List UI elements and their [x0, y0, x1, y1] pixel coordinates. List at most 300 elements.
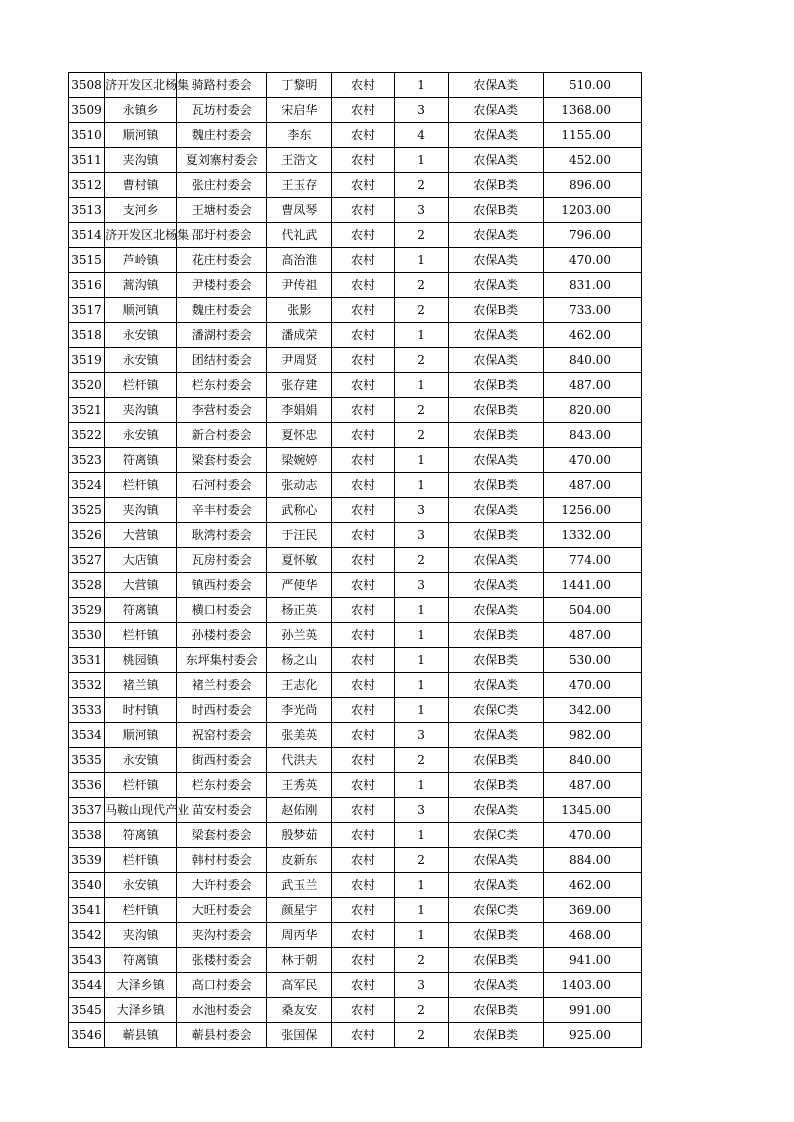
amount-cell: 1332.00	[543, 523, 641, 548]
village-cell: 梁套村委会	[177, 823, 267, 848]
household-count-cell: 1	[394, 323, 448, 348]
insurance-class-cell: 农保A类	[448, 723, 543, 748]
village-cell: 新合村委会	[177, 423, 267, 448]
residence-type-cell: 农村	[332, 473, 394, 498]
village-cell: 张楼村委会	[177, 948, 267, 973]
household-count-cell: 2	[394, 423, 448, 448]
person-name-cell: 殷梦茹	[267, 823, 332, 848]
household-count-cell: 2	[394, 748, 448, 773]
table-row	[69, 348, 642, 373]
village-cell: 王塘村委会	[177, 198, 267, 223]
amount-cell: 487.00	[543, 473, 641, 498]
table-row	[69, 823, 642, 848]
amount-cell: 1256.00	[543, 498, 641, 523]
village-cell: 邵圩村委会	[177, 223, 267, 248]
insurance-class-cell: 农保B类	[448, 298, 543, 323]
insurance-class-cell: 农保A类	[448, 798, 543, 823]
household-count-cell: 2	[394, 298, 448, 323]
person-name-cell: 张影	[267, 298, 332, 323]
person-name-cell: 张国保	[267, 1023, 332, 1048]
residence-type-cell: 农村	[332, 123, 394, 148]
village-cell: 尹楼村委会	[177, 273, 267, 298]
serial-number-cell: 3534	[69, 723, 105, 748]
amount-cell: 896.00	[543, 173, 641, 198]
town-cell: 永镇乡	[105, 98, 177, 123]
table-row	[69, 598, 642, 623]
household-count-cell: 3	[394, 498, 448, 523]
table-row	[69, 648, 642, 673]
person-name-cell: 严使华	[267, 573, 332, 598]
table-row	[69, 748, 642, 773]
household-count-cell: 1	[394, 698, 448, 723]
person-name-cell: 林于朝	[267, 948, 332, 973]
household-count-cell: 3	[394, 98, 448, 123]
table-body	[69, 73, 642, 1048]
serial-number-cell: 3528	[69, 573, 105, 598]
residence-type-cell: 农村	[332, 398, 394, 423]
serial-number-cell: 3538	[69, 823, 105, 848]
person-name-cell: 王玉存	[267, 173, 332, 198]
table-row	[69, 623, 642, 648]
village-cell: 时西村委会	[177, 698, 267, 723]
amount-cell: 884.00	[543, 848, 641, 873]
household-count-cell: 1	[394, 373, 448, 398]
person-name-cell: 曹凤琴	[267, 198, 332, 223]
residence-type-cell: 农村	[332, 423, 394, 448]
serial-number-cell: 3518	[69, 323, 105, 348]
person-name-cell: 潘成荣	[267, 323, 332, 348]
residence-type-cell: 农村	[332, 548, 394, 573]
serial-number-cell: 3517	[69, 298, 105, 323]
town-cell: 永安镇	[105, 748, 177, 773]
amount-cell: 1345.00	[543, 798, 641, 823]
household-count-cell: 2	[394, 1023, 448, 1048]
household-count-cell: 1	[394, 773, 448, 798]
amount-cell: 487.00	[543, 773, 641, 798]
serial-number-cell: 3541	[69, 898, 105, 923]
household-count-cell: 1	[394, 648, 448, 673]
town-cell: 符离镇	[105, 948, 177, 973]
insurance-class-cell: 农保B类	[448, 648, 543, 673]
insurance-class-cell: 农保A类	[448, 548, 543, 573]
serial-number-cell: 3516	[69, 273, 105, 298]
person-name-cell: 杨之山	[267, 648, 332, 673]
town-cell: 夹沟镇	[105, 923, 177, 948]
person-name-cell: 李娟娟	[267, 398, 332, 423]
village-cell: 韩村村委会	[177, 848, 267, 873]
village-cell: 骑路村委会	[177, 73, 267, 98]
residence-type-cell: 农村	[332, 723, 394, 748]
village-cell: 花庄村委会	[177, 248, 267, 273]
village-cell: 褚兰村委会	[177, 673, 267, 698]
household-count-cell: 4	[394, 123, 448, 148]
insurance-class-cell: 农保B类	[448, 1023, 543, 1048]
village-cell: 苗安村委会	[177, 798, 267, 823]
person-name-cell: 桑友安	[267, 998, 332, 1023]
town-cell: 栏杆镇	[105, 373, 177, 398]
town-cell: 栏杆镇	[105, 473, 177, 498]
insurance-class-cell: 农保C类	[448, 823, 543, 848]
household-count-cell: 1	[394, 673, 448, 698]
table-row	[69, 148, 642, 173]
serial-number-cell: 3545	[69, 998, 105, 1023]
village-cell: 街西村委会	[177, 748, 267, 773]
amount-cell: 1441.00	[543, 573, 641, 598]
town-cell: 永安镇	[105, 873, 177, 898]
household-count-cell: 3	[394, 573, 448, 598]
residence-type-cell: 农村	[332, 248, 394, 273]
table-row	[69, 1023, 642, 1048]
insurance-class-cell: 农保B类	[448, 473, 543, 498]
person-name-cell: 王志化	[267, 673, 332, 698]
insurance-class-cell: 农保B类	[448, 173, 543, 198]
residence-type-cell: 农村	[332, 948, 394, 973]
town-cell: 大泽乡镇	[105, 973, 177, 998]
town-cell: 符离镇	[105, 823, 177, 848]
household-count-cell: 3	[394, 723, 448, 748]
table-row	[69, 573, 642, 598]
amount-cell: 530.00	[543, 648, 641, 673]
residence-type-cell: 农村	[332, 373, 394, 398]
village-cell: 石河村委会	[177, 473, 267, 498]
household-count-cell: 2	[394, 948, 448, 973]
amount-cell: 831.00	[543, 273, 641, 298]
residence-type-cell: 农村	[332, 223, 394, 248]
person-name-cell: 王浩文	[267, 148, 332, 173]
person-name-cell: 宋启华	[267, 98, 332, 123]
residence-type-cell: 农村	[332, 598, 394, 623]
town-cell: 栏杆镇	[105, 623, 177, 648]
insurance-class-cell: 农保A类	[448, 323, 543, 348]
household-count-cell: 1	[394, 873, 448, 898]
serial-number-cell: 3532	[69, 673, 105, 698]
household-count-cell: 1	[394, 248, 448, 273]
amount-cell: 487.00	[543, 373, 641, 398]
amount-cell: 1403.00	[543, 973, 641, 998]
serial-number-cell: 3509	[69, 98, 105, 123]
amount-cell: 452.00	[543, 148, 641, 173]
person-name-cell: 武称心	[267, 498, 332, 523]
serial-number-cell: 3508	[69, 73, 105, 98]
household-count-cell: 2	[394, 548, 448, 573]
residence-type-cell: 农村	[332, 348, 394, 373]
residence-type-cell: 农村	[332, 323, 394, 348]
table-row	[69, 773, 642, 798]
household-count-cell: 2	[394, 848, 448, 873]
village-cell: 潘湖村委会	[177, 323, 267, 348]
insurance-class-cell: 农保B类	[448, 373, 543, 398]
town-cell: 永安镇	[105, 323, 177, 348]
table-row	[69, 723, 642, 748]
insurance-class-cell: 农保A类	[448, 73, 543, 98]
amount-cell: 774.00	[543, 548, 641, 573]
table-row	[69, 848, 642, 873]
person-name-cell: 武玉兰	[267, 873, 332, 898]
table-row	[69, 548, 642, 573]
amount-cell: 796.00	[543, 223, 641, 248]
residence-type-cell: 农村	[332, 273, 394, 298]
serial-number-cell: 3514	[69, 223, 105, 248]
household-count-cell: 3	[394, 798, 448, 823]
serial-number-cell: 3513	[69, 198, 105, 223]
table-row	[69, 173, 642, 198]
serial-number-cell: 3520	[69, 373, 105, 398]
residence-type-cell: 农村	[332, 298, 394, 323]
person-name-cell: 丁黎明	[267, 73, 332, 98]
town-cell: 夹沟镇	[105, 398, 177, 423]
village-cell: 夹沟村委会	[177, 923, 267, 948]
household-count-cell: 2	[394, 998, 448, 1023]
serial-number-cell: 3510	[69, 123, 105, 148]
insurance-class-cell: 农保A类	[448, 598, 543, 623]
table-row	[69, 223, 642, 248]
household-count-cell: 2	[394, 348, 448, 373]
residence-type-cell: 农村	[332, 773, 394, 798]
insurance-class-cell: 农保A类	[448, 973, 543, 998]
town-cell: 大泽乡镇	[105, 998, 177, 1023]
village-cell: 大许村委会	[177, 873, 267, 898]
residence-type-cell: 农村	[332, 498, 394, 523]
insurance-class-cell: 农保B类	[448, 748, 543, 773]
person-name-cell: 夏怀敏	[267, 548, 332, 573]
household-count-cell: 3	[394, 973, 448, 998]
person-name-cell: 夏怀忠	[267, 423, 332, 448]
table-row	[69, 673, 642, 698]
amount-cell: 733.00	[543, 298, 641, 323]
household-count-cell: 1	[394, 598, 448, 623]
serial-number-cell: 3511	[69, 148, 105, 173]
table-row	[69, 798, 642, 823]
amount-cell: 470.00	[543, 248, 641, 273]
table-row	[69, 898, 642, 923]
table-row	[69, 948, 642, 973]
serial-number-cell: 3537	[69, 798, 105, 823]
serial-number-cell: 3521	[69, 398, 105, 423]
town-cell: 济开发区北杨集	[105, 73, 177, 98]
village-cell: 栏东村委会	[177, 373, 267, 398]
amount-cell: 925.00	[543, 1023, 641, 1048]
residence-type-cell: 农村	[332, 823, 394, 848]
person-name-cell: 张存建	[267, 373, 332, 398]
serial-number-cell: 3543	[69, 948, 105, 973]
village-cell: 李营村委会	[177, 398, 267, 423]
town-cell: 马鞍山现代产业	[105, 798, 177, 823]
serial-number-cell: 3535	[69, 748, 105, 773]
serial-number-cell: 3531	[69, 648, 105, 673]
residence-type-cell: 农村	[332, 898, 394, 923]
insurance-class-cell: 农保B类	[448, 623, 543, 648]
town-cell: 永安镇	[105, 423, 177, 448]
insurance-class-cell: 农保A类	[448, 248, 543, 273]
table-row	[69, 923, 642, 948]
amount-cell: 840.00	[543, 348, 641, 373]
person-name-cell: 杨正英	[267, 598, 332, 623]
table-row	[69, 248, 642, 273]
residence-type-cell: 农村	[332, 848, 394, 873]
person-name-cell: 梁婉婷	[267, 448, 332, 473]
amount-cell: 1203.00	[543, 198, 641, 223]
residence-type-cell: 农村	[332, 198, 394, 223]
insurance-class-cell: 农保B类	[448, 948, 543, 973]
residence-type-cell: 农村	[332, 973, 394, 998]
household-count-cell: 1	[394, 73, 448, 98]
residence-type-cell: 农村	[332, 873, 394, 898]
insurance-class-cell: 农保B类	[448, 198, 543, 223]
town-cell: 桃园镇	[105, 648, 177, 673]
town-cell: 符离镇	[105, 598, 177, 623]
person-name-cell: 赵佑刚	[267, 798, 332, 823]
table-row	[69, 698, 642, 723]
residence-type-cell: 农村	[332, 173, 394, 198]
table-row	[69, 98, 642, 123]
person-name-cell: 高治淮	[267, 248, 332, 273]
town-cell: 蕲县镇	[105, 1023, 177, 1048]
village-cell: 孙楼村委会	[177, 623, 267, 648]
person-name-cell: 李光尚	[267, 698, 332, 723]
town-cell: 大店镇	[105, 548, 177, 573]
person-name-cell: 周丙华	[267, 923, 332, 948]
town-cell: 时村镇	[105, 698, 177, 723]
residence-type-cell: 农村	[332, 698, 394, 723]
village-cell: 张庄村委会	[177, 173, 267, 198]
insurance-class-cell: 农保B类	[448, 523, 543, 548]
village-cell: 魏庄村委会	[177, 123, 267, 148]
person-name-cell: 尹传祖	[267, 273, 332, 298]
allowance-table	[68, 72, 642, 1048]
amount-cell: 470.00	[543, 823, 641, 848]
person-name-cell: 皮新东	[267, 848, 332, 873]
table-row	[69, 448, 642, 473]
town-cell: 蒿沟镇	[105, 273, 177, 298]
person-name-cell: 尹周贤	[267, 348, 332, 373]
residence-type-cell: 农村	[332, 448, 394, 473]
amount-cell: 487.00	[543, 623, 641, 648]
household-count-cell: 2	[394, 273, 448, 298]
household-count-cell: 1	[394, 923, 448, 948]
insurance-class-cell: 农保B类	[448, 998, 543, 1023]
residence-type-cell: 农村	[332, 523, 394, 548]
serial-number-cell: 3533	[69, 698, 105, 723]
table-row	[69, 323, 642, 348]
village-cell: 蕲县村委会	[177, 1023, 267, 1048]
village-cell: 镇西村委会	[177, 573, 267, 598]
serial-number-cell: 3512	[69, 173, 105, 198]
amount-cell: 462.00	[543, 323, 641, 348]
person-name-cell: 代礼武	[267, 223, 332, 248]
insurance-class-cell: 农保A类	[448, 273, 543, 298]
person-name-cell: 张美英	[267, 723, 332, 748]
serial-number-cell: 3523	[69, 448, 105, 473]
table-row	[69, 998, 642, 1023]
table-row	[69, 273, 642, 298]
person-name-cell: 于汪民	[267, 523, 332, 548]
table-row	[69, 298, 642, 323]
household-count-cell: 3	[394, 198, 448, 223]
insurance-class-cell: 农保A类	[448, 673, 543, 698]
serial-number-cell: 3526	[69, 523, 105, 548]
household-count-cell: 1	[394, 448, 448, 473]
insurance-class-cell: 农保A类	[448, 98, 543, 123]
village-cell: 栏东村委会	[177, 773, 267, 798]
insurance-class-cell: 农保B类	[448, 423, 543, 448]
village-cell: 夏刘寨村委会	[177, 148, 267, 173]
residence-type-cell: 农村	[332, 648, 394, 673]
town-cell: 夹沟镇	[105, 498, 177, 523]
amount-cell: 510.00	[543, 73, 641, 98]
insurance-class-cell: 农保A类	[448, 848, 543, 873]
table-row	[69, 873, 642, 898]
amount-cell: 504.00	[543, 598, 641, 623]
village-cell: 耿湾村委会	[177, 523, 267, 548]
amount-cell: 470.00	[543, 673, 641, 698]
village-cell: 高口村委会	[177, 973, 267, 998]
household-count-cell: 1	[394, 898, 448, 923]
residence-type-cell: 农村	[332, 623, 394, 648]
table-row	[69, 498, 642, 523]
town-cell: 栏杆镇	[105, 773, 177, 798]
village-cell: 团结村委会	[177, 348, 267, 373]
table-row	[69, 198, 642, 223]
serial-number-cell: 3515	[69, 248, 105, 273]
insurance-class-cell: 农保A类	[448, 448, 543, 473]
insurance-class-cell: 农保B类	[448, 398, 543, 423]
amount-cell: 468.00	[543, 923, 641, 948]
table-row	[69, 423, 642, 448]
person-name-cell: 颜星宇	[267, 898, 332, 923]
household-count-cell: 1	[394, 473, 448, 498]
amount-cell: 941.00	[543, 948, 641, 973]
residence-type-cell: 农村	[332, 1023, 394, 1048]
village-cell: 水池村委会	[177, 998, 267, 1023]
serial-number-cell: 3524	[69, 473, 105, 498]
table-row	[69, 973, 642, 998]
village-cell: 辛丰村委会	[177, 498, 267, 523]
amount-cell: 840.00	[543, 748, 641, 773]
town-cell: 大营镇	[105, 573, 177, 598]
village-cell: 瓦坊村委会	[177, 98, 267, 123]
amount-cell: 843.00	[543, 423, 641, 448]
amount-cell: 342.00	[543, 698, 641, 723]
village-cell: 横口村委会	[177, 598, 267, 623]
table-row	[69, 73, 642, 98]
residence-type-cell: 农村	[332, 998, 394, 1023]
household-count-cell: 2	[394, 223, 448, 248]
town-cell: 大营镇	[105, 523, 177, 548]
insurance-class-cell: 农保A类	[448, 223, 543, 248]
town-cell: 栏杆镇	[105, 898, 177, 923]
table-row	[69, 473, 642, 498]
amount-cell: 820.00	[543, 398, 641, 423]
village-cell: 魏庄村委会	[177, 298, 267, 323]
insurance-class-cell: 农保A类	[448, 348, 543, 373]
town-cell: 栏杆镇	[105, 848, 177, 873]
household-count-cell: 2	[394, 398, 448, 423]
table-row	[69, 398, 642, 423]
amount-cell: 462.00	[543, 873, 641, 898]
serial-number-cell: 3540	[69, 873, 105, 898]
serial-number-cell: 3530	[69, 623, 105, 648]
residence-type-cell: 农村	[332, 98, 394, 123]
village-cell: 大旺村委会	[177, 898, 267, 923]
insurance-class-cell: 农保A类	[448, 498, 543, 523]
residence-type-cell: 农村	[332, 73, 394, 98]
village-cell: 瓦房村委会	[177, 548, 267, 573]
person-name-cell: 李东	[267, 123, 332, 148]
amount-cell: 1368.00	[543, 98, 641, 123]
table-row	[69, 373, 642, 398]
insurance-class-cell: 农保B类	[448, 923, 543, 948]
town-cell: 夹沟镇	[105, 148, 177, 173]
